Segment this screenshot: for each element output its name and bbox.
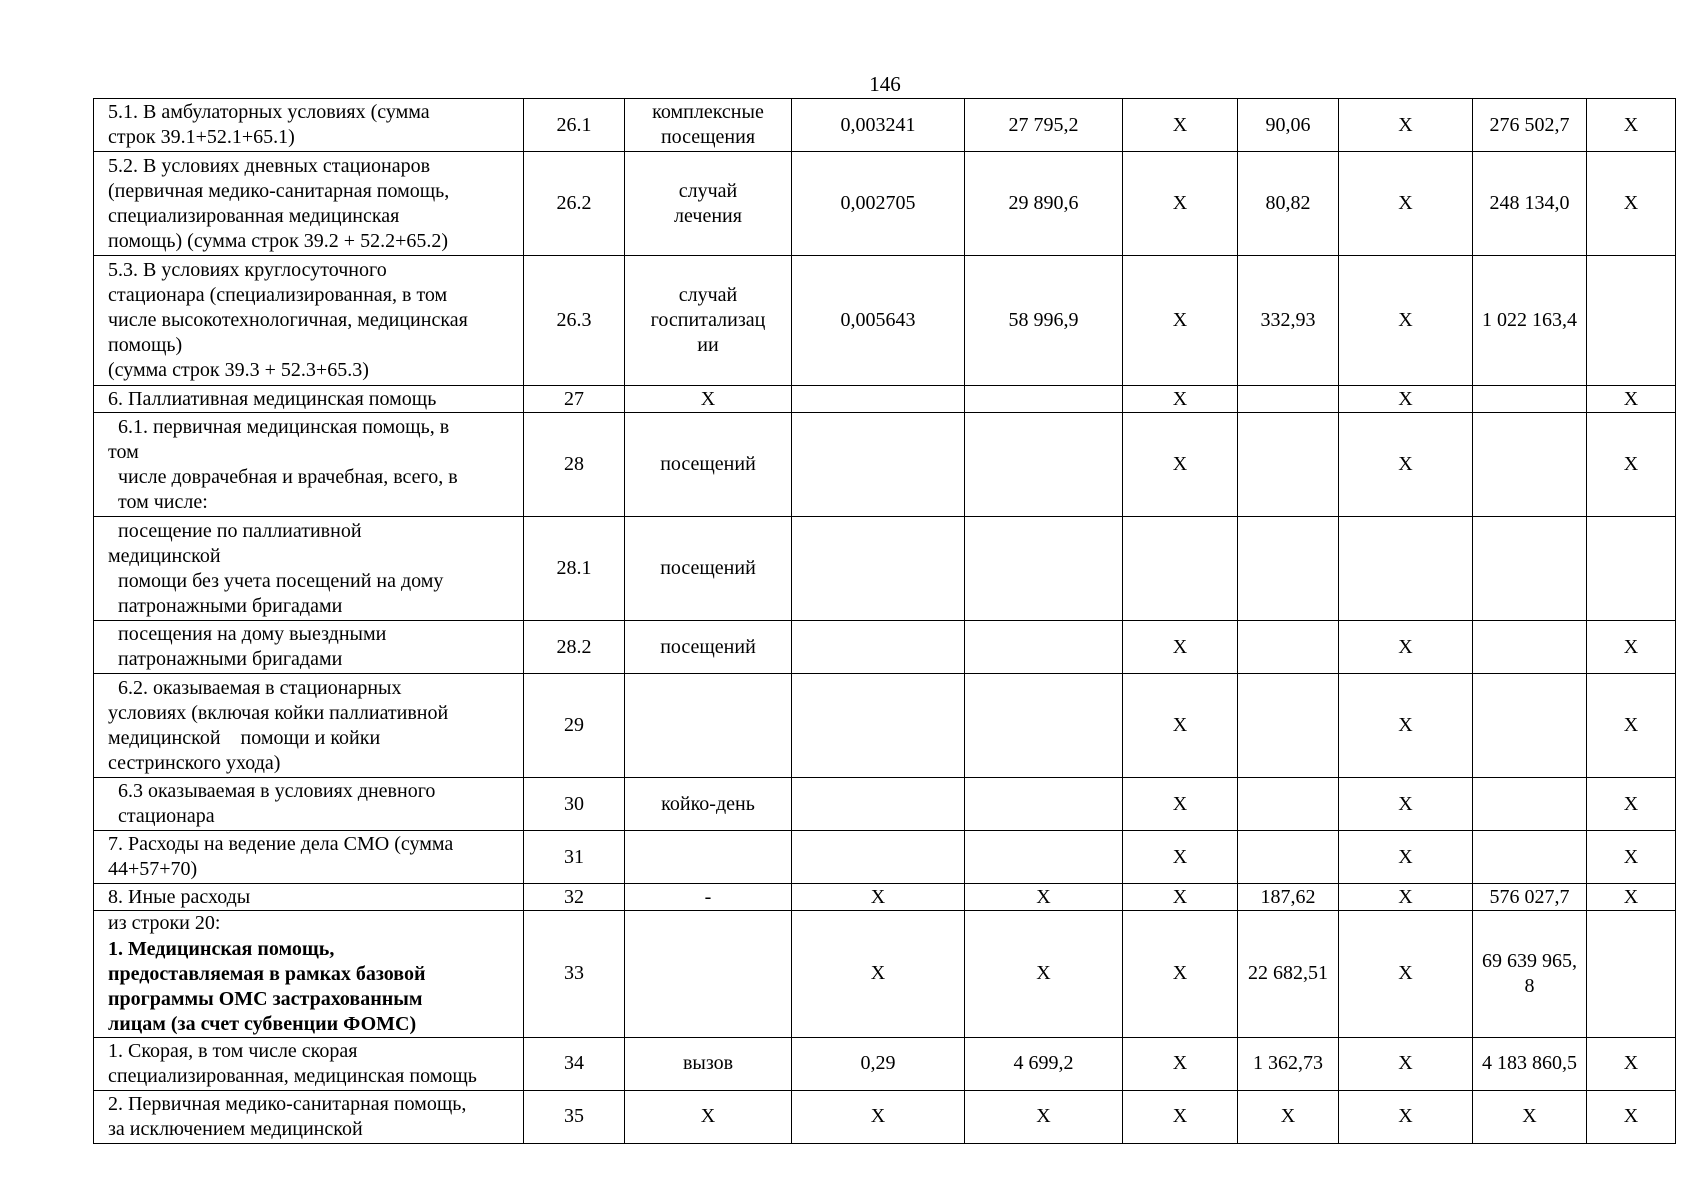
row-value-cell: X <box>1123 911 1238 1038</box>
row-name-cell-line: строк 39.1+52.1+65.1) <box>108 126 295 148</box>
row-value-cell: X <box>1123 152 1238 256</box>
row-value-cell: X <box>1339 911 1473 1038</box>
row-name-cell-line: помощи без учета посещений на дому <box>108 569 444 592</box>
row-value-cell <box>1473 386 1587 413</box>
row-name-cell-line: 7. Расходы на ведение дела СМО (сумма <box>108 833 454 855</box>
row-value-cell: X <box>1587 884 1676 911</box>
row-value-cell: X <box>1587 674 1676 778</box>
table-row <box>94 1090 1676 1143</box>
row-value-cell <box>1238 517 1339 621</box>
row-value-cell <box>792 413 965 517</box>
row-value-cell: X <box>1587 1090 1676 1143</box>
row-value-cell: X <box>1587 386 1676 413</box>
row-unit-cell <box>625 386 792 413</box>
table-row <box>94 256 1676 386</box>
row-value-cell: X <box>1339 674 1473 778</box>
row-unit-cell-line: - <box>704 885 712 908</box>
row-unit-cell <box>625 99 792 152</box>
row-unit-cell <box>625 152 792 256</box>
row-value-cell <box>1238 386 1339 413</box>
row-name-cell-line: 6.3 оказываемая в условиях дневного <box>108 780 436 802</box>
row-value-cell: X <box>1339 884 1473 911</box>
row-name-cell-line: 6. Паллиативная медицинская помощь <box>108 387 437 410</box>
table-row <box>94 386 1676 413</box>
row-value-cell: 576 027,7 <box>1473 884 1587 911</box>
row-name-cell-line: сестринского ухода) <box>108 751 281 774</box>
row-unit-cell <box>625 1090 792 1143</box>
row-name-cell-line: 1. Медицинская помощь, <box>108 937 335 960</box>
row-name-cell <box>94 386 524 413</box>
row-name-cell-line: 44+57+70) <box>108 858 198 880</box>
row-value-cell <box>1587 256 1676 386</box>
row-code-cell: 27 <box>524 386 625 413</box>
row-value-cell: 27 795,2 <box>965 99 1123 152</box>
row-value-cell <box>792 778 965 831</box>
table-row <box>94 884 1676 911</box>
row-unit-cell <box>625 674 792 778</box>
row-name-cell-line: посещение по паллиативной <box>108 519 362 542</box>
row-code-cell: 34 <box>524 1037 625 1090</box>
row-value-cell <box>965 621 1123 674</box>
row-name-cell-line: патронажными бригадами <box>108 648 343 670</box>
row-unit-cell-line: ии <box>697 334 719 356</box>
row-value-cell: X <box>965 911 1123 1038</box>
table-row <box>94 413 1676 517</box>
row-name-cell-line: 6.2. оказываемая в стационарных <box>108 676 402 699</box>
row-value-cell: 332,93 <box>1238 256 1339 386</box>
row-value-cell <box>1473 911 1587 1038</box>
row-value-cell: X <box>1587 413 1676 517</box>
row-value-cell: X <box>1587 778 1676 831</box>
row-name-cell-line: том числе: <box>108 490 208 513</box>
row-value-cell: X <box>1339 152 1473 256</box>
row-value-cell <box>965 674 1123 778</box>
row-value-cell: 58 996,9 <box>965 256 1123 386</box>
row-value-cell <box>792 831 965 884</box>
row-value-cell <box>1238 413 1339 517</box>
row-value-cell: X <box>1587 152 1676 256</box>
row-value-cell <box>792 674 965 778</box>
row-value-cell: X <box>1123 778 1238 831</box>
row-value-cell: X <box>1123 386 1238 413</box>
row-value-cell <box>625 911 792 1038</box>
row-unit-cell-line: госпитализац <box>650 309 766 331</box>
row-value-cell: X <box>1123 99 1238 152</box>
row-name-cell-line: (сумма строк 39.3 + 52.3+65.3) <box>108 359 369 381</box>
row-unit-cell <box>625 517 792 621</box>
row-code-cell: 28 <box>524 413 625 517</box>
row-name-cell <box>94 884 524 911</box>
row-value-cell: X <box>1123 674 1238 778</box>
row-unit-cell-line: посещений <box>660 635 756 658</box>
row-value-cell: 0,002705 <box>792 152 965 256</box>
table-row <box>94 517 1676 621</box>
row-name-cell-line: специализированная медицинская <box>108 204 400 227</box>
row-value-cell <box>1587 911 1676 1038</box>
row-name-cell <box>94 413 524 517</box>
row-name-cell-line: лицам (за счет субвенции ФОМС) <box>108 1012 417 1035</box>
row-value-cell: 29 890,6 <box>965 152 1123 256</box>
row-code-cell: 26.3 <box>524 256 625 386</box>
row-value-cell <box>965 517 1123 621</box>
row-value-cell: X <box>1339 1037 1473 1090</box>
row-unit-cell <box>625 884 792 911</box>
row-value-cell: X <box>792 1090 965 1143</box>
row-value-cell: X <box>1339 99 1473 152</box>
row-value-cell: X <box>1587 99 1676 152</box>
row-name-cell <box>94 1090 524 1143</box>
row-unit-cell <box>625 413 792 517</box>
data-table <box>93 98 1676 1144</box>
table-row <box>94 99 1676 152</box>
table-row <box>94 1037 1676 1090</box>
row-name-cell <box>94 937 524 1038</box>
row-unit-cell <box>625 831 792 884</box>
row-name-cell-line: стационара <box>108 805 215 827</box>
row-value-cell: X <box>1339 256 1473 386</box>
row-name-cell <box>94 674 524 778</box>
row-value-cell: X <box>1339 778 1473 831</box>
table-row <box>94 621 1676 674</box>
row-value-cell: X <box>792 884 965 911</box>
row-unit-cell-line: X <box>700 1105 716 1127</box>
row-value-cell <box>1473 674 1587 778</box>
row-value-cell: X <box>1339 386 1473 413</box>
row-value-cell: 4 183 860,5 <box>1473 1037 1587 1090</box>
row-name-cell-line: стационара (специализированная, в том <box>108 284 448 306</box>
row-value-cell <box>965 413 1123 517</box>
row-name-cell-line: 5.3. В условиях круглосуточного <box>108 259 387 281</box>
row-code-cell: 26.1 <box>524 99 625 152</box>
row-value-cell: X <box>965 884 1123 911</box>
row-value-cell: X <box>1339 831 1473 884</box>
row-name-cell-line: 2. Первичная медико-санитарная помощь, <box>108 1092 467 1115</box>
row-name-cell-line: патронажными бригадами <box>108 594 343 617</box>
row-name-cell-line: числе высокотехнологичная, медицинская <box>108 309 468 331</box>
row-value-cell: X <box>1238 1090 1339 1143</box>
row-value-cell: X <box>1123 1037 1238 1090</box>
row-value-cell <box>1473 778 1587 831</box>
row-value-cell: 0,003241 <box>792 99 965 152</box>
row-value-cell <box>792 517 965 621</box>
row-name-cell-line: 5.1. В амбулаторных условиях (сумма <box>108 101 430 123</box>
row-value-cell: X <box>965 1090 1123 1143</box>
row-name-cell <box>94 256 524 386</box>
row-name-cell <box>94 517 524 621</box>
row-name-cell-line: числе доврачебная и врачебная, всего, в <box>108 465 458 488</box>
row-value-cell: 1 362,73 <box>1238 1037 1339 1090</box>
row-name-cell-line: за исключением медицинской <box>108 1117 363 1140</box>
table-row <box>94 152 1676 256</box>
row-value-cell <box>792 386 965 413</box>
row-name-cell-line: медицинской помощи и койки <box>108 726 381 749</box>
row-name-cell <box>94 831 524 884</box>
row-value-cell: X <box>1123 1090 1238 1143</box>
row-value-cell: 0,005643 <box>792 256 965 386</box>
row-value-cell: X <box>1339 1090 1473 1143</box>
row-unit-cell <box>625 621 792 674</box>
row-code-cell: 32 <box>524 884 625 911</box>
row-unit-cell-line: посещения <box>660 126 756 148</box>
row-value-cell: 276 502,7 <box>1473 99 1587 152</box>
row-value-cell <box>1238 778 1339 831</box>
row-value-cell: 4 699,2 <box>965 1037 1123 1090</box>
row-value-cell: 1 022 163,4 <box>1473 256 1587 386</box>
row-code-cell: 29 <box>524 674 625 778</box>
row-value-cell <box>1339 517 1473 621</box>
row-code-cell: 35 <box>524 1090 625 1143</box>
row-name-cell-line: помощь) <box>108 334 183 356</box>
row-name-cell <box>94 99 524 152</box>
row-value-cell <box>1587 517 1676 621</box>
row-value-cell: X <box>1587 831 1676 884</box>
row-value-cell: X <box>1123 884 1238 911</box>
row-unit-cell-line: X <box>700 387 716 410</box>
row-value-cell: 22 682,51 <box>1238 911 1339 1038</box>
row-value-line: 69 639 965, <box>1482 949 1577 972</box>
row-name-cell-line: специализированная, медицинская помощь <box>108 1064 477 1087</box>
row-value-cell <box>965 778 1123 831</box>
table-row <box>94 778 1676 831</box>
row-name-cell-line: 1. Скорая, в том числе скорая <box>108 1039 358 1062</box>
row-unit-cell-line: лечения <box>674 204 742 227</box>
row-unit-cell <box>625 256 792 386</box>
row-value-cell: X <box>1123 621 1238 674</box>
row-value-cell <box>1238 621 1339 674</box>
row-value-cell <box>1123 517 1238 621</box>
row-value-cell: X <box>1339 621 1473 674</box>
row-unit-cell <box>625 778 792 831</box>
row-unit-cell-line: комплексные <box>652 101 764 123</box>
row-value-cell <box>1473 831 1587 884</box>
row-pre-heading: из строки 20: <box>94 911 524 937</box>
row-value-cell: 80,82 <box>1238 152 1339 256</box>
row-code-cell: 30 <box>524 778 625 831</box>
row-name-cell <box>94 621 524 674</box>
row-value-cell: 187,62 <box>1238 884 1339 911</box>
row-code-cell: 31 <box>524 831 625 884</box>
row-unit-cell-line: случай <box>678 179 738 202</box>
row-name-cell-line: помощь) (сумма строк 39.2 + 52.2+65.2) <box>108 229 449 252</box>
row-name-cell <box>94 152 524 256</box>
row-code-cell: 33 <box>524 911 625 1038</box>
row-value-cell: 90,06 <box>1238 99 1339 152</box>
row-value-cell: X <box>1123 831 1238 884</box>
row-code-cell: 28.2 <box>524 621 625 674</box>
row-value-cell: X <box>1123 413 1238 517</box>
row-value-cell <box>1473 621 1587 674</box>
row-name-cell-line: предоставляемая в рамках базовой <box>108 962 426 985</box>
page-number: 146 <box>869 72 901 96</box>
row-unit-cell-line: посещений <box>660 453 756 475</box>
row-name-cell-line: 6.1. первичная медицинская помощь, в <box>108 415 450 438</box>
row-value-cell: 0,29 <box>792 1037 965 1090</box>
row-value-cell <box>792 621 965 674</box>
row-value-cell <box>1473 517 1587 621</box>
row-value-cell: X <box>1339 413 1473 517</box>
row-unit-cell-line: койко-день <box>661 792 755 815</box>
row-value-line: 8 <box>1524 974 1535 997</box>
row-name-cell-line: медицинской <box>108 544 221 567</box>
table-row <box>94 674 1676 778</box>
table-row <box>94 911 1676 937</box>
row-name-cell-line: 8. Иные расходы <box>108 885 251 908</box>
row-value-cell: X <box>792 911 965 1038</box>
row-unit-cell-line: вызов <box>682 1052 734 1074</box>
table-row <box>94 831 1676 884</box>
row-value-cell: 248 134,0 <box>1473 152 1587 256</box>
row-value-cell: X <box>1587 1037 1676 1090</box>
row-unit-cell <box>625 1037 792 1090</box>
row-name-cell-line: (первичная медико-санитарная помощь, <box>108 179 450 202</box>
row-name-cell <box>94 1037 524 1090</box>
row-value-cell: X <box>1123 256 1238 386</box>
row-value-cell <box>965 831 1123 884</box>
row-code-cell: 26.2 <box>524 152 625 256</box>
row-name-cell-line: посещения на дому выездными <box>108 623 387 645</box>
row-value-cell <box>1473 413 1587 517</box>
row-name-cell-line: 5.2. В условиях дневных стационаров <box>108 154 431 177</box>
row-value-cell <box>1238 674 1339 778</box>
row-value-cell: X <box>1587 621 1676 674</box>
row-value-cell <box>965 386 1123 413</box>
row-unit-cell-line: посещений <box>660 557 756 579</box>
row-name-cell <box>94 778 524 831</box>
row-name-cell-line: условиях (включая койки паллиативной <box>108 701 449 724</box>
row-name-cell-line: том <box>108 440 139 463</box>
row-code-cell: 28.1 <box>524 517 625 621</box>
row-value-cell: X <box>1473 1090 1587 1143</box>
row-unit-cell-line: случай <box>678 284 738 306</box>
row-name-cell-line: программы ОМС застрахованным <box>108 987 423 1010</box>
row-value-cell <box>1238 831 1339 884</box>
